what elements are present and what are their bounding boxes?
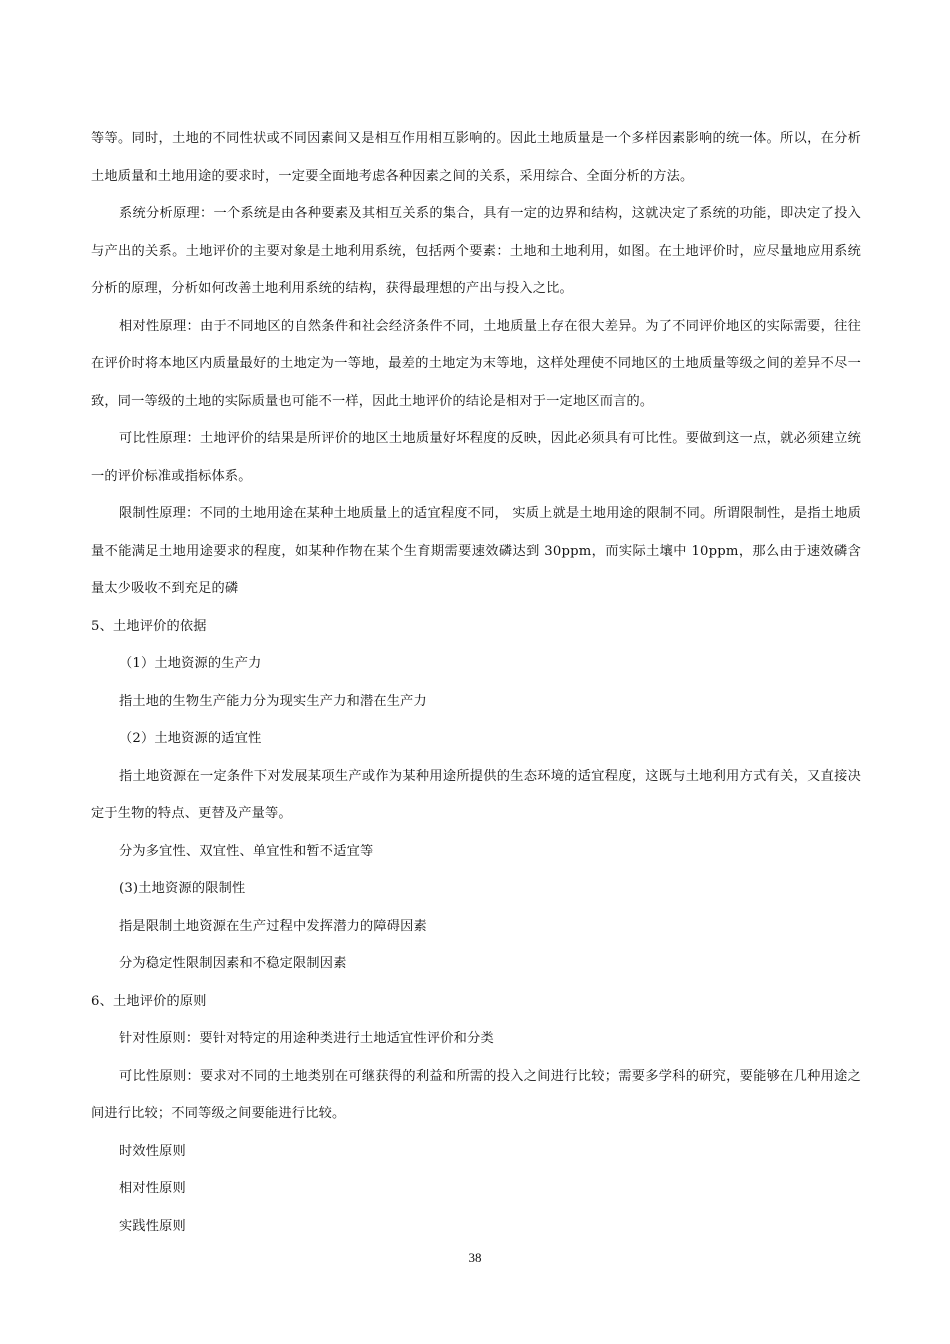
subheading-productivity: （1）土地资源的生产力	[119, 656, 262, 671]
document-body	[91, 120, 861, 1245]
subheading-suitability: （2）土地资源的适宜性	[119, 731, 262, 746]
paragraph-comparability-principle: 可比性原则：要求对不同的土地类别在可继获得的利益和所需的投入之间进行比较；需要多学科的研究，要能够在几种用途之间进行比较；不同等级之间要能进行比较。	[91, 1068, 861, 1121]
page-number: 38	[468, 1250, 482, 1265]
paragraph-limitation: 限制性原理：不同的土地用途在某种土地质量上的适宜程度不同， 实质上就是土地用途的限制不同。所谓限制性，是指土地质量不能满足土地用途要求的程度，如某种作物在某个生育期需要速效磷达到 30ppm，而实际土壤中 10ppm，那么由于速效磷含量太少吸收不到充足的磷	[91, 506, 861, 596]
paragraph-suitability: 指土地资源在一定条件下对发展某项生产或作为某种用途所提供的生态环境的适宜程度，这既与土地利用方式有关，又直接决定于生物的特点、更替及产量等。	[91, 768, 861, 821]
section-heading-basis: 5、土地评价的依据	[91, 618, 207, 634]
paragraph-practice-principle: 实践性原则	[119, 1218, 186, 1234]
paragraph-suitability-types: 分为多宜性、双宜性、单宜性和暂不适宜等	[119, 843, 374, 859]
paragraph-limitation-def: 指是限制土地资源在生产过程中发挥潜力的障碍因素	[119, 918, 427, 934]
paragraph-system-analysis: 系统分析原理：一个系统是由各种要素及其相互关系的集合，具有一定的边界和结构，这就决定了系统的功能，即决定了投入与产出的关系。土地评价的主要对象是土地利用系统，包括两个要素：土地和土地利用，如图。在土地评价时，应尽量地应用系统分析的原理，分析如何改善土地利用系统的结构，获得最理想的产出与投入之比。	[91, 206, 861, 296]
section-heading-principles: 6、土地评价的原则	[91, 993, 207, 1009]
paragraph-relativity: 相对性原理：由于不同地区的自然条件和社会经济条件不同，土地质量上存在很大差异。为了不同评价地区的实际需要，往往在评价时将本地区内质量最好的土地定为一等地，最差的土地定为末等地，这样处理使不同地区的土地质量等级之间的差异不尽一致，同一等级的土地的实际质量也可能不一样，因此土地评价的结论是相对于一定地区而言的。	[91, 318, 861, 409]
paragraph-limitation-types: 分为稳定性限制因素和不稳定限制因素	[119, 956, 347, 971]
subheading-limitation: (3)土地资源的限制性	[119, 881, 246, 896]
paragraph-productivity: 指土地的生物生产能力分为现实生产力和潜在生产力	[119, 693, 427, 709]
paragraph-relativity-principle: 相对性原则	[119, 1181, 186, 1196]
paragraph-intro-continuation: 等等。同时，土地的不同性状或不同因素间又是相互作用相互影响的。因此土地质量是一个多样因素影响的统一体。所以，在分析土地质量和土地用途的要求时，一定要全面地考虑各种因素之间的关系，采用综合、全面分析的方法。	[91, 131, 861, 184]
paragraph-comparability: 可比性原理：土地评价的结果是所评价的地区土地质量好坏程度的反映，因此必须具有可比性。要做到这一点，就必须建立统一的评价标准或指标体系。	[91, 431, 861, 484]
paragraph-targeting-principle: 针对性原则：要针对特定的用途种类进行土地适宜性评价和分类	[119, 1031, 494, 1046]
paragraph-timeliness-principle: 时效性原则	[119, 1143, 186, 1159]
